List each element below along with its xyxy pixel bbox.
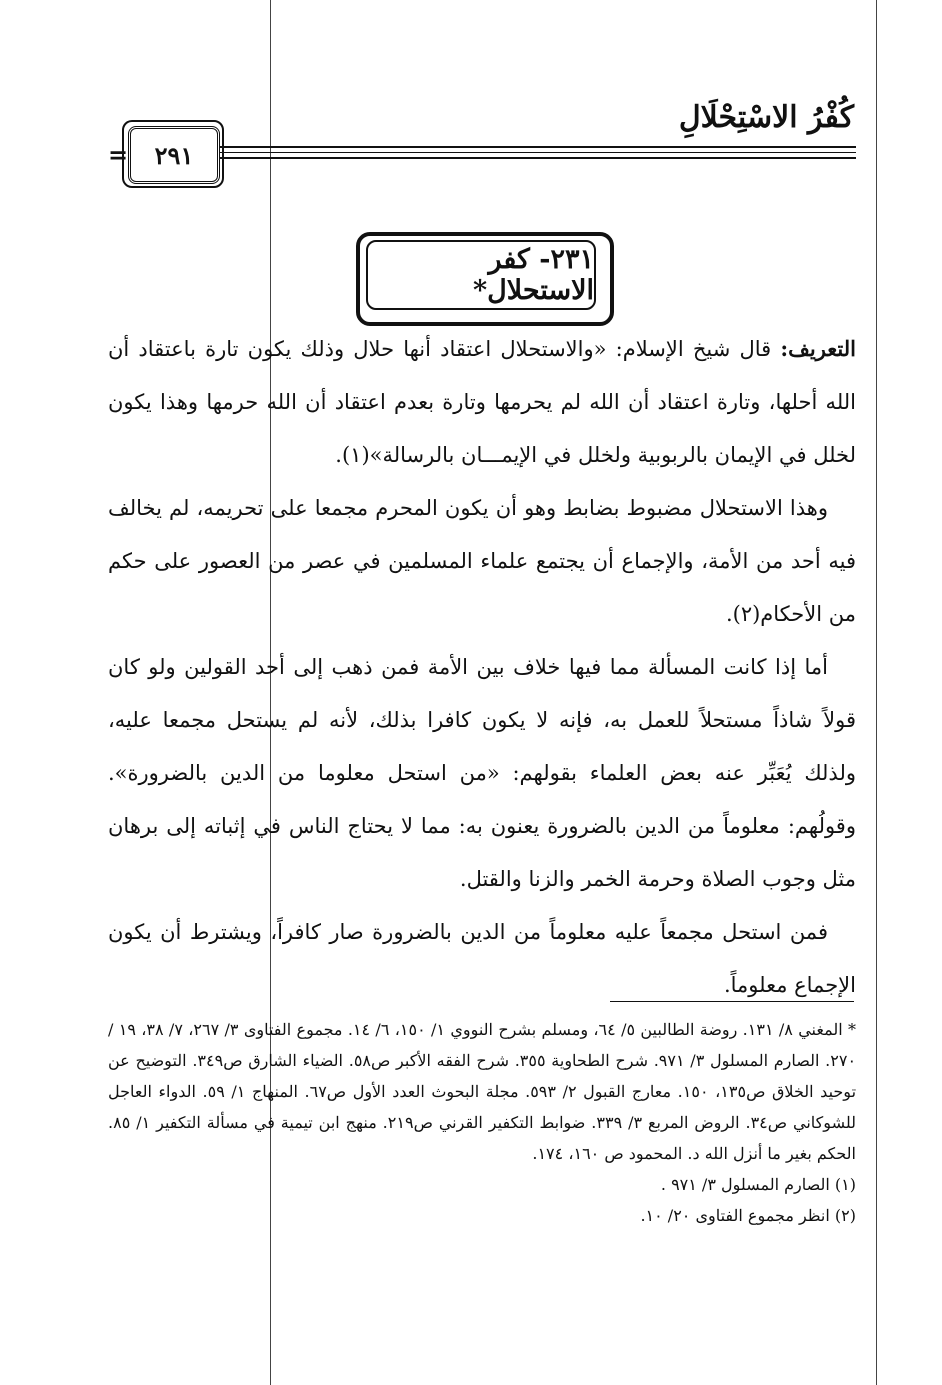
definition-label: التعريف: (780, 336, 856, 361)
margin-line-right (876, 0, 877, 1385)
footnotes (108, 1014, 856, 1231)
footnote-1: (١) الصارم المسلول ٣/ ٩٧١ . (660, 1175, 856, 1194)
header-rule-top (220, 146, 856, 148)
running-title: كُفْرُ الاسْتِحْلَالِ (678, 100, 854, 135)
section-title: ٢٣١- كفر الاستحلال* (366, 240, 596, 310)
footnote-2: (٢) انظر مجموع الفتاوى ٢٠/ ١٠. (640, 1206, 856, 1225)
footnote-star: * المغني ٨/ ١٣١. روضة الطالبين ٥/ ٦٤، ومسلم بشرح النووي ١/ ١٥٠، ٦/ ١٤. مجموع الفتاوى ٣/ ٢٦٧، ٧/ ٣٨، ١٩ / ٢٧٠. الصارم المسلول ٣/ ٩٧١. شرح الطحاوية ٣٥٥. شرح الفقه الأكبر ص٥٨. الضياء الشارق ص٣٤٩. التوضيح عن توحيد الخلاق ص١٣٥، ١٥٠. معارج القبول ٢/ ٥٩٣. مجلة البحوث العدد الأول ص٦٧. المنهاج ١/ ٥٩. الدواء العاجل للشوكاني ص٣٤. الروض المربع ٣/ ٣٣٩. ضوابط التكفير القرني ص٢١٩. منهج ابن تيمية في مسألة التكفير ١/ ٨٥. الحكم بغير ما أنزل الله د. المحمود ص ١٦٠، ١٧٤. (108, 1020, 857, 1163)
paragraph-4: فمن استحل مجمعاً عليه معلوماً من الدين بالضرورة صار كافراً، ويشترط أن يكون الإجماع معلوماً. (108, 920, 856, 997)
footnote-separator (610, 1001, 854, 1002)
paragraph-3: أما إذا كانت المسألة مما فيها خلاف بين الأمة فمن ذهب إلى أحد القولين ولو كان قولاً شاذاً مستحلاً للعمل به، فإنه لا يكون كافرا بذلك، لأنه لم يستحل مجمعا عليه، ولذلك يُعَبِّر عنه بعض العلماء بقولهم: «من استحل معلوما من الدين بالضرورة». وقولُهم: معلوماً من الدين بالضرورة يعنون به: مما لا يحتاج الناس في إثباته إلى برهان مثل وجوب الصلاة وحرمة الخمر والزنا والقتل. (108, 655, 856, 891)
body-text (108, 322, 856, 1012)
header-rule-middle (220, 152, 856, 153)
paragraph-2: وهذا الاستحلال مضبوط بضابط وهو أن يكون المحرم مجمعا على تحريمه، لم يخالف فيه أحد من الأمة، والإجماع أن يجتمع علماء المسلمين في عصر من العصور على حكم من الأحكام(٢). (108, 496, 856, 626)
paragraph-definition (108, 322, 856, 482)
header-left-mark: = (108, 140, 129, 169)
header-rule-bottom (220, 157, 856, 159)
page-number: ٢٩١ (128, 126, 220, 184)
definition-text: قال شيخ الإسلام: «والاستحلال اعتقاد أنها حلال وذلك يكون تارة باعتقاد أن الله أحلها، وتارة اعتقاد أن الله لم يحرمها وتارة بعدم اعتقاد أن الله حرمها وهذا يكون لخلل في الإيمان بالربوبية ولخلل في الإيمـــان بالرسالة»(١). (108, 337, 856, 467)
